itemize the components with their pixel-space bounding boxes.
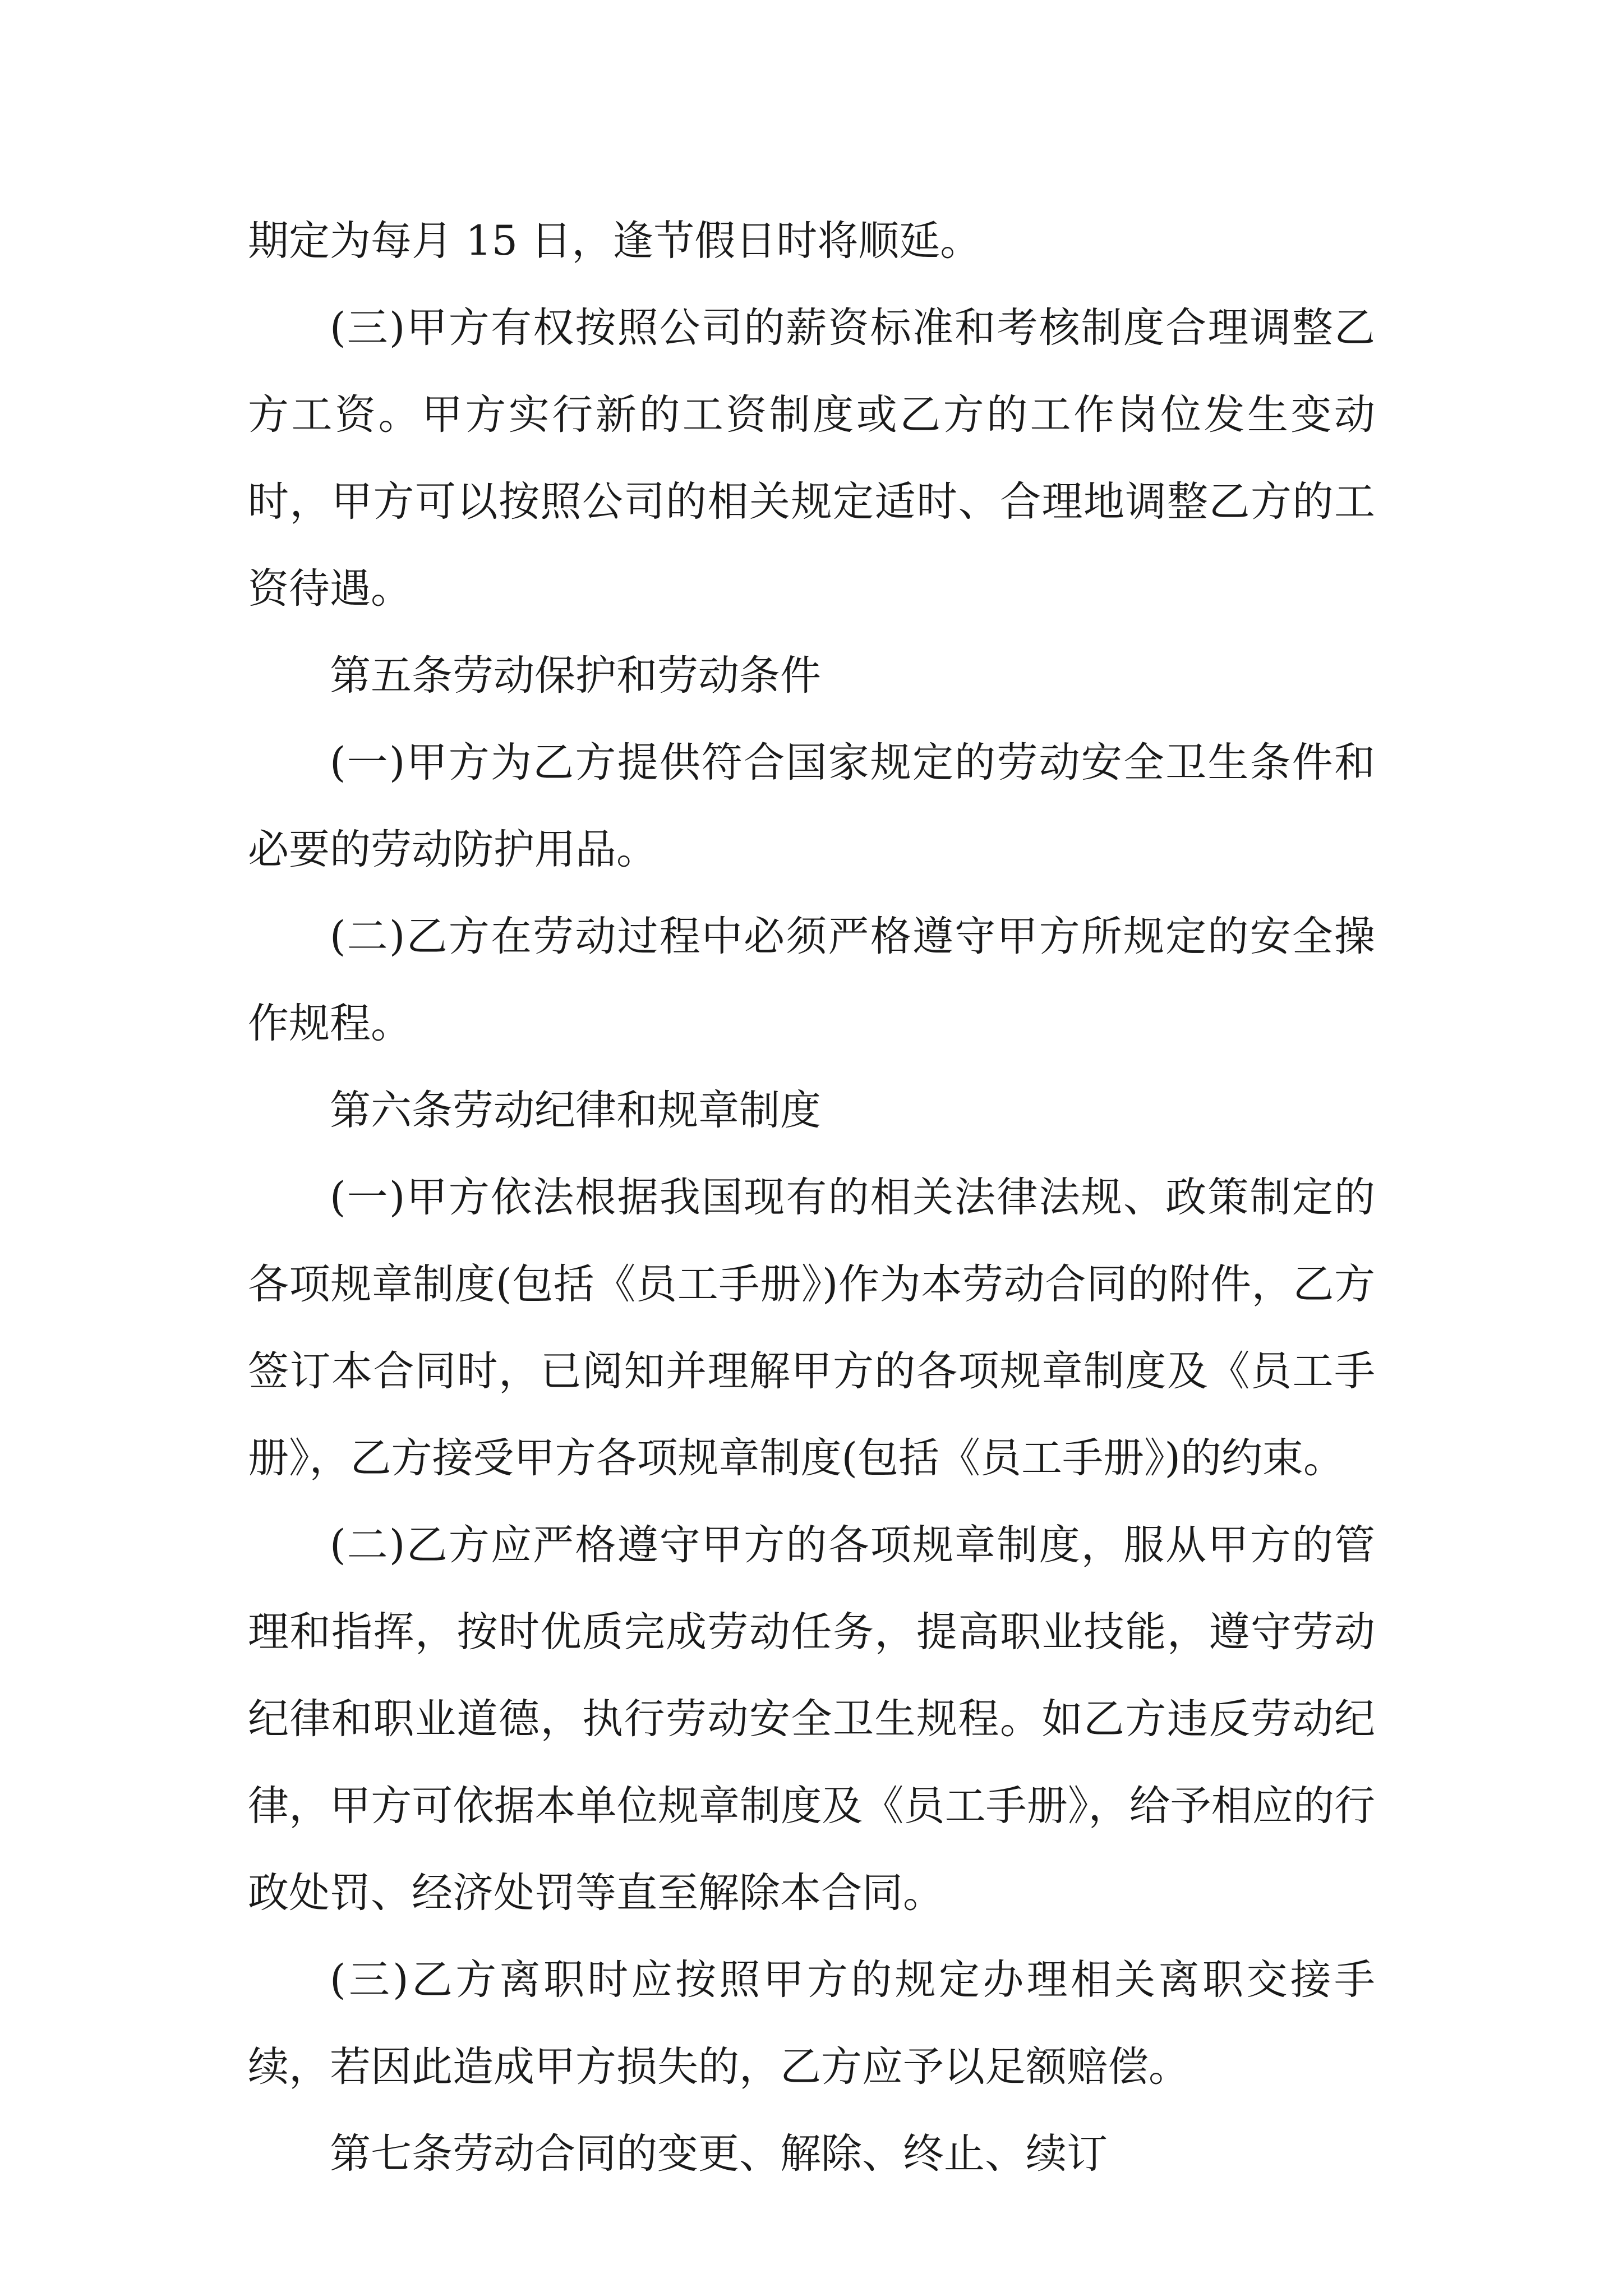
clause-paragraph: (二)乙方在劳动过程中必须严格遵守甲方所规定的安全操作规程。 [248,913,1375,1047]
document-body [248,197,1375,2197]
article-heading: 第六条劳动纪律和规章制度 [330,1087,821,1134]
article-heading: 第七条劳动合同的变更、解除、终止、续订 [330,2130,1108,2178]
clause-paragraph: (一)甲方依法根据我国现有的相关法律法规、政策制定的各项规章制度(包括《员工手册》)作为本劳动合同的附件，乙方签订本合同时，已阅知并理解甲方的各项规章制度及《员工手册》，乙方接受甲方各项规章制度(包括《员工手册》)的约束。 [248,1174,1375,1482]
paragraph-continuation: 期定为每月 15 日，逢节假日时将顺延。 [248,217,981,265]
article-heading: 第五条劳动保护和劳动条件 [330,652,821,700]
clause-paragraph: (三)乙方离职时应按照甲方的规定办理相关离职交接手续，若因此造成甲方损失的，乙方应予以足额赔偿。 [248,1956,1375,2091]
clause-paragraph: (二)乙方应严格遵守甲方的各项规章制度，服从甲方的管理和指挥，按时优质完成劳动任务，提高职业技能，遵守劳动纪律和职业道德，执行劳动安全卫生规程。如乙方违反劳动纪律，甲方可依据本单位规章制度及《员工手册》，给予相应的行政处罚、经济处罚等直至解除本合同。 [248,1521,1375,1917]
clause-paragraph: (三)甲方有权按照公司的薪资标准和考核制度合理调整乙方工资。甲方实行新的工资制度或乙方的工作岗位发生变动时，甲方可以按照公司的相关规定适时、合理地调整乙方的工资待遇。 [248,304,1375,613]
clause-paragraph: (一)甲方为乙方提供符合国家规定的劳动安全卫生条件和必要的劳动防护用品。 [248,739,1375,873]
